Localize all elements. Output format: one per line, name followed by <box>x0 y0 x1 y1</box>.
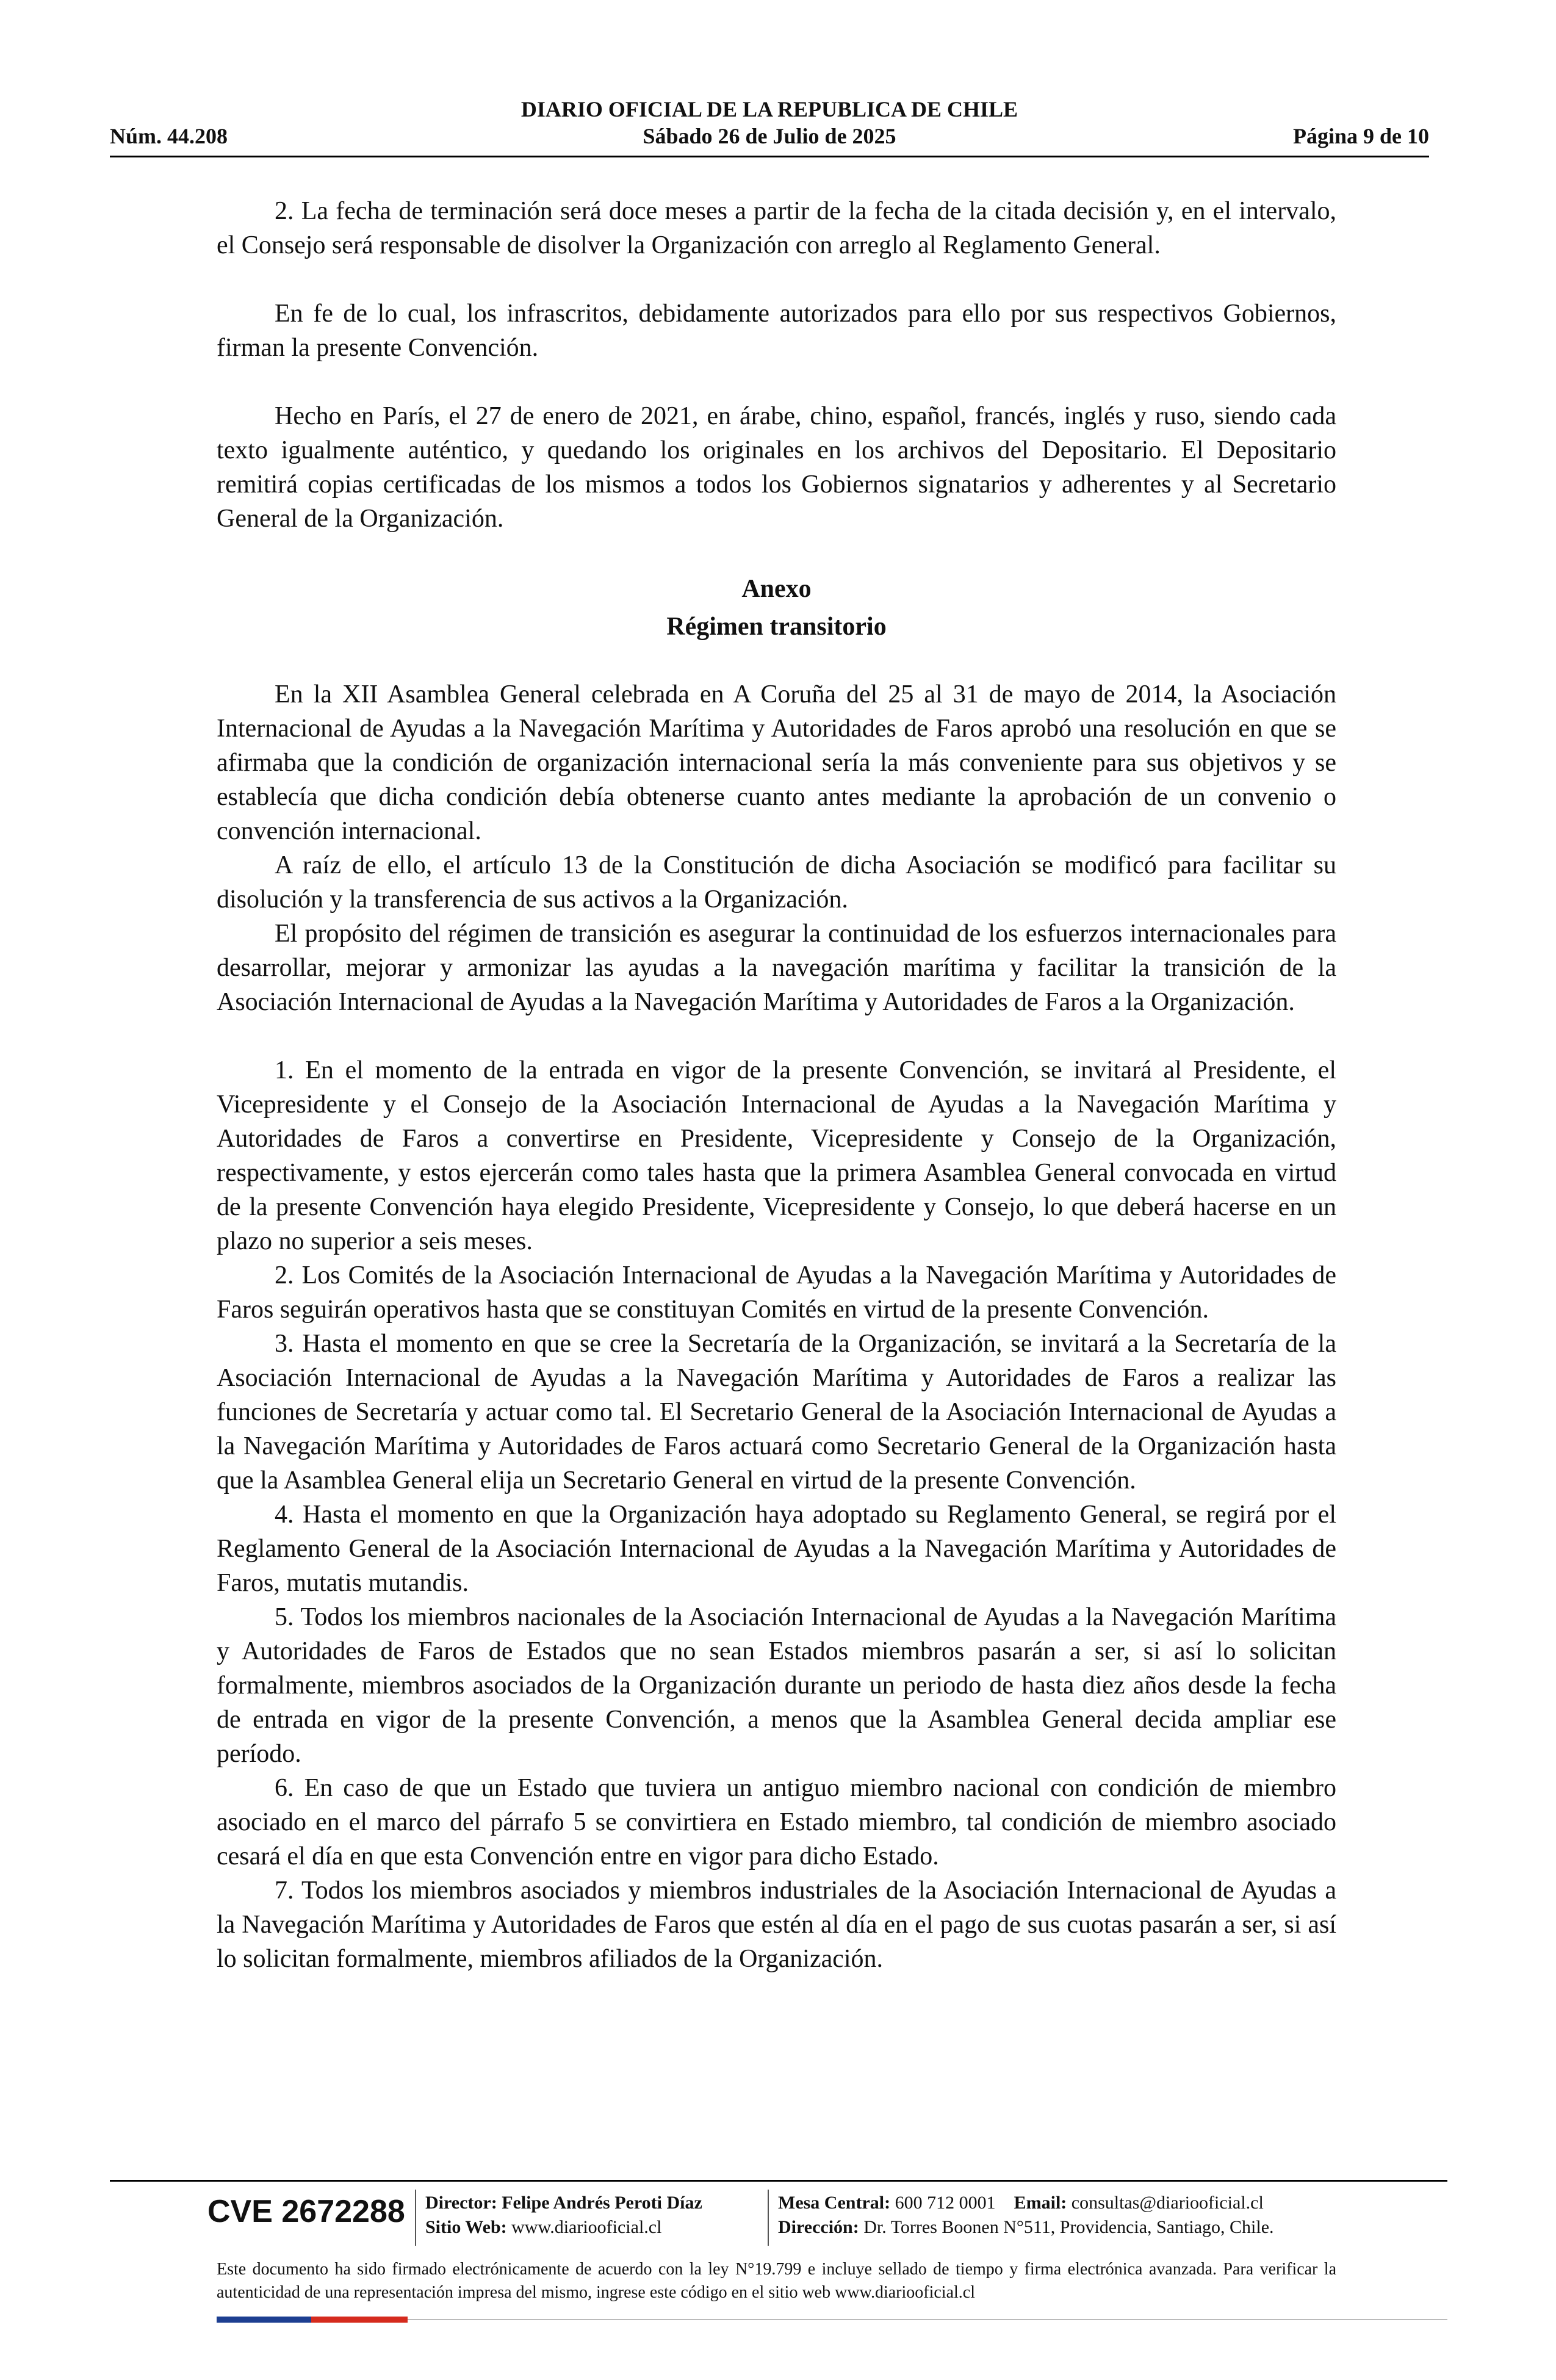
page-header <box>110 92 1429 159</box>
legal-notice: Este documento ha sido firmado electrónicamente de acuerdo con la ley N°19.799 e incluye sellado de tiempo y firma electrónica avanzada. Para verificar la autenticidad de una representación impresa del mismo, ingrese este código en el sitio web www.diariooficial.cl <box>217 2260 1336 2302</box>
director-name: Felipe Andrés Peroti Díaz <box>502 2193 702 2213</box>
transitional-item-3: 3. Hasta el momento en que se cree la Secretaría de la Organización, se invitará a la Secretaría de la Asociación Internacional de Ayudas a la Navegación Marítima y Autoridades de Faros a realizar las funciones de Secretaría y actuar como tal. El Secretario General de la Asociación Internacional de Ayudas a la Navegación Marítima y Autoridades de Faros actuará como Secretario General de la Organización hasta que la Asamblea General elija un Secretario General en virtud de la presente Convención. <box>217 1330 1336 1495</box>
footer-separator <box>415 2190 416 2246</box>
document-body <box>217 194 1336 1976</box>
transitional-item-2: 2. Los Comités de la Asociación Internacional de Ayudas a la Navegación Marítima y Autoridades de Faros seguirán operativos hasta que se constituyan Comités en virtud de la presente Convención. <box>217 1261 1336 1324</box>
website-link[interactable]: www.diariooficial.cl <box>511 2217 662 2237</box>
transitional-item-4: 4. Hasta el momento en que la Organización haya adoptado su Reglamento General, se regirá por el Reglamento General de la Asociación Internacional de Ayudas a la Navegación Marítima y Autoridades de Faros, mutatis mutandis. <box>217 1501 1336 1597</box>
intro-paragraph-2: A raíz de ello, el artículo 13 de la Constitución de dicha Asociación se modificó para facilitar su disolución y la transferencia de sus activos a la Organización. <box>217 851 1336 914</box>
transitional-item-5: 5. Todos los miembros nacionales de la Asociación Internacional de Ayudas a la Navegación Marítima y Autoridades de Faros de Estados que no sean Estados miembros pasarán a ser, si así lo solicitan formalmente, miembros asociados de la Organización durante un periodo de hasta diez años desde la fecha de entrada en vigor de la presente Convención, a menos que la Asamblea General decida ampliar ese período. <box>217 1603 1336 1768</box>
website-label: Sitio Web: <box>425 2217 507 2237</box>
flag-bar-line <box>408 2319 1447 2320</box>
flag-bar-red <box>311 2317 408 2323</box>
email-label: Email: <box>1014 2193 1067 2213</box>
flag-bar-blue <box>217 2317 311 2323</box>
transitional-item-6: 6. En caso de que un Estado que tuviera un antiguo miembro nacional con condición de miembro asociado en el marco del párrafo 5 se convirtiera en Estado miembro, tal condición de miembro asociado cesará el día en que esta Convención entre en vigor para dicho Estado. <box>217 1774 1336 1870</box>
annex-subtitle: Régimen transitorio <box>666 613 887 641</box>
phone-label: Mesa Central: <box>778 2193 891 2213</box>
footer-separator <box>768 2190 769 2246</box>
intro-paragraph-1: En la XII Asamblea General celebrada en A Coruña del 25 al 31 de mayo de 2014, la Asociación Internacional de Ayudas a la Navegación Marítima y Autoridades de Faros aprobó una resolución en que se afirmaba que la condición de organización internacional sería la más conveniente para sus objetivos y se establecía que dicha condición debía obtenerse cuanto antes mediante la aprobación de un convenio o convención internacional. <box>217 680 1336 845</box>
issue-number: Núm. 44.208 <box>110 124 228 148</box>
paragraph-signatures: En fe de lo cual, los infrascritos, debidamente autorizados para ello por sus respectivos Gobiernos, firman la presente Convención. <box>217 300 1336 362</box>
header-divider <box>110 156 1429 157</box>
footer-contact-block <box>778 2191 1274 2240</box>
paragraph-termination: 2. La fecha de terminación será doce meses a partir de la fecha de la citada decisión y, en el intervalo, el Consejo será responsable de disolver la Organización con arreglo al Reglamento General. <box>217 197 1336 259</box>
phone-number: 600 712 0001 <box>895 2193 996 2213</box>
footer-divider <box>110 2180 1447 2182</box>
footer-director-block <box>425 2191 702 2240</box>
annex-title: Anexo <box>741 575 812 603</box>
annex-heading <box>217 570 1336 646</box>
address: Dr. Torres Boonen N°511, Providencia, Santiago, Chile. <box>863 2217 1274 2237</box>
intro-paragraph-3: El propósito del régimen de transición es asegurar la continuidad de los esfuerzos internacionales para desarrollar, mejorar y armonizar las ayudas a la navegación marítima y facilitar la transición de la Asociación Internacional de Ayudas a la Navegación Marítima y Autoridades de Faros a la Organización. <box>217 920 1336 1016</box>
cve-code: CVE 2672288 <box>207 2194 405 2229</box>
director-label: Director: <box>425 2193 497 2213</box>
transitional-item-7: 7. Todos los miembros asociados y miembros industriales de la Asociación Internacional de Ayudas a la Navegación Marítima y Autoridades de Faros que estén al día en el pago de sus cuotas pasarán a ser, si así lo solicitan formalmente, miembros afiliados de la Organización. <box>217 1877 1336 1973</box>
issue-date: Sábado 26 de Julio de 2025 <box>643 124 896 148</box>
transitional-item-1: 1. En el momento de la entrada en vigor de la presente Convención, se invitará al Presidente, el Vicepresidente y el Consejo de la Asociación Internacional de Ayudas a la Navegación Marítima y Autoridades de Faros a convertirse en Presidente, Vicepresidente y Consejo de la Organización, respectivamente, y estos ejercerán como tales hasta que la primera Asamblea General convocada en virtud de la presente Convención haya elegido Presidente, Vicepresidente y Consejo, lo que deberá hacerse en un plazo no superior a seis meses. <box>217 1056 1336 1255</box>
address-label: Dirección: <box>778 2217 859 2237</box>
gazette-title: DIARIO OFICIAL DE LA REPUBLICA DE CHILE <box>520 97 1018 121</box>
page-indicator: Página 9 de 10 <box>1292 124 1429 148</box>
email-link[interactable]: consultas@diariooficial.cl <box>1071 2193 1264 2213</box>
paragraph-done-at: Hecho en París, el 27 de enero de 2021, en árabe, chino, español, francés, inglés y ruso, siendo cada texto igualmente auténtico, y quedando los originales en los archivos del Depositario. El Depositario remitirá copias certificadas de los mismos a todos los Gobiernos signatarios y adherentes y al Secretario General de la Organización. <box>217 402 1336 533</box>
